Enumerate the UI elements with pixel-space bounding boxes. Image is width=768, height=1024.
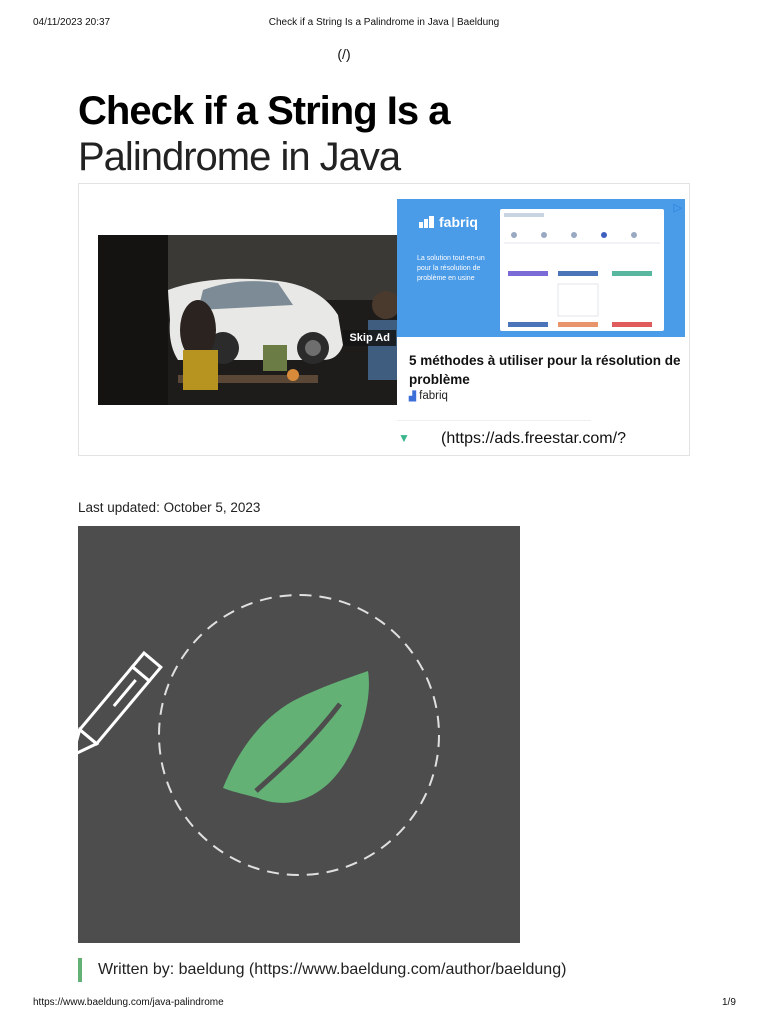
- ad-dashboard-graphic: [500, 209, 664, 331]
- ad-source: [409, 390, 448, 402]
- page-title-line1: Check if a String Is a: [78, 89, 450, 133]
- print-url: https://www.baeldung.com/java-palindrome: [33, 997, 224, 1008]
- print-page-title: Check if a String Is a Palindrome in Java | Baeldung: [268, 17, 500, 28]
- print-page-number: 1/9: [722, 997, 736, 1008]
- ad-tagline: La solution tout-en-un pour la résolution de problème en usine: [417, 255, 485, 282]
- fabriq-small-logo-icon: ▟: [409, 391, 416, 401]
- fabriq-logo-icon: [419, 216, 435, 228]
- ad-brand-name: fabriq: [439, 214, 478, 230]
- ad-dashboard-screenshot: [500, 209, 664, 331]
- ad-brand-logo: [419, 214, 478, 230]
- display-ad-text[interactable]: [397, 337, 681, 421]
- video-ad[interactable]: [98, 235, 398, 405]
- video-ad-frame: [98, 235, 398, 405]
- page-title-line2: Palindrome in Java: [78, 135, 401, 179]
- last-updated-date: Last updated: October 5, 2023: [78, 500, 261, 515]
- freestar-logo-icon: ▼: [398, 431, 410, 445]
- skip-ad-button[interactable]: Skip Ad: [343, 330, 396, 346]
- hero-image: [78, 526, 520, 943]
- pen-leaf-logo-icon: [78, 526, 520, 943]
- home-link[interactable]: (/): [337, 46, 351, 62]
- print-timestamp: 04/11/2023 20:37: [33, 17, 111, 28]
- adchoices-icon[interactable]: ▷: [673, 202, 682, 214]
- page-title: [78, 88, 449, 180]
- freestar-link[interactable]: (https://ads.freestar.com/?: [441, 430, 626, 447]
- ad-headline-line1: 5 méthodes à utiliser pour la résolution de: [409, 353, 681, 368]
- display-ad-image[interactable]: [397, 199, 685, 337]
- author-byline[interactable]: Written by: baeldung (https://www.baeldung.com/author/baeldung): [78, 958, 566, 982]
- ad-source-name: fabriq: [419, 390, 448, 402]
- ad-headline[interactable]: [409, 351, 681, 389]
- ad-headline-line2: problème: [409, 372, 470, 387]
